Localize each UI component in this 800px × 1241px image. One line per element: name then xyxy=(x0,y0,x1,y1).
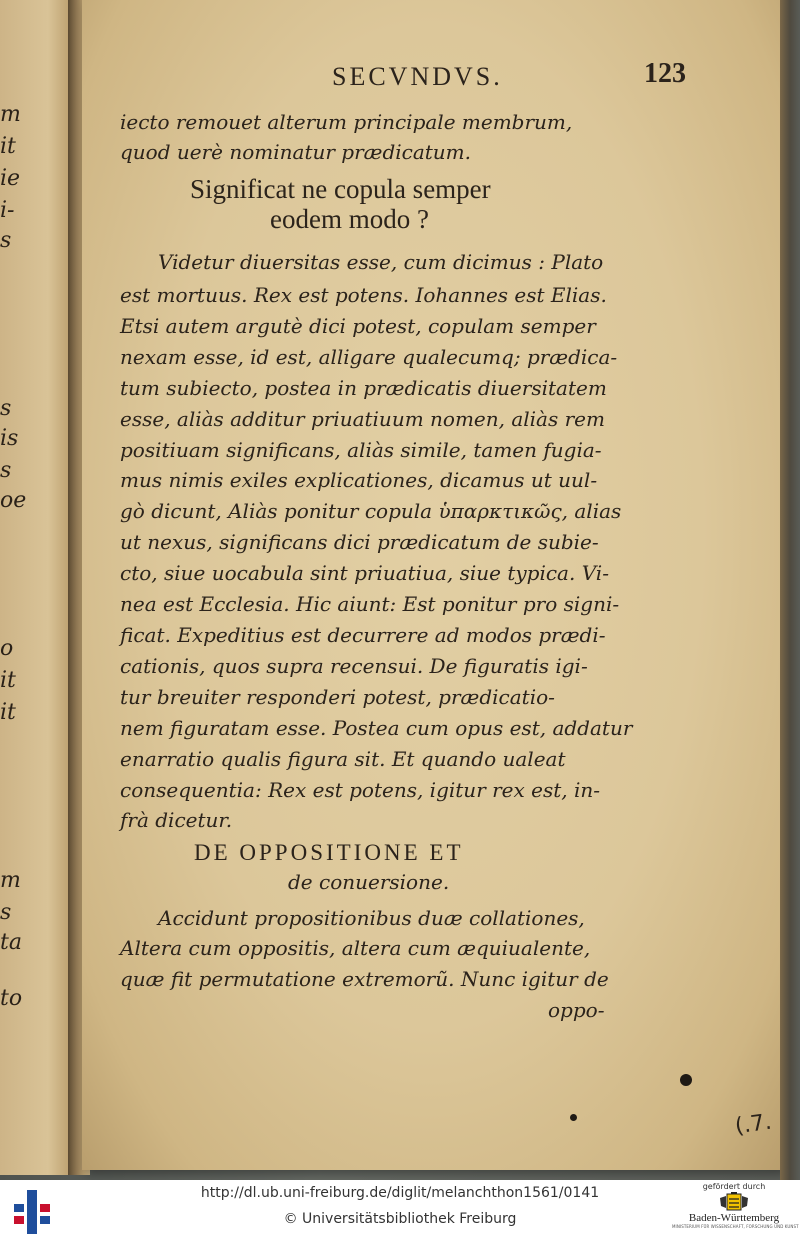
text-line: Etsi autem argutè dici potest, copulam semper xyxy=(120,314,596,338)
margin-fragment: ie xyxy=(0,166,21,191)
sponsor-name: Baden-Württemberg xyxy=(688,1212,780,1224)
page-number: 123 xyxy=(644,58,686,89)
text-line: frà dicetur. xyxy=(120,808,233,832)
sponsor-ministry: MINISTERIUM FÜR WISSENSCHAFT, FORSCHUNG UND KUNST xyxy=(672,1224,799,1229)
margin-fragment: oe xyxy=(0,488,27,513)
permalink-url[interactable]: http://dl.ub.uni-freiburg.de/diglit/melanchthon1561/0141 xyxy=(200,1185,600,1201)
footer-bar xyxy=(0,1180,800,1241)
margin-fragment: s xyxy=(0,900,12,925)
text-line: nem figuratam esse. Postea cum opus est, addatur xyxy=(120,716,633,740)
section-subheading: de conuersione. xyxy=(288,870,450,894)
text-line: quod uerè nominatur prædicatum. xyxy=(120,140,472,164)
book-page xyxy=(82,0,782,1170)
text-line: enarratio qualis figura sit. Et quando ualeat xyxy=(120,747,566,771)
section-heading: eodem modo ? xyxy=(270,204,429,234)
margin-fragment: m xyxy=(0,102,21,127)
text-line: quæ fit permutatione extremorũ. Nunc igitur de xyxy=(120,967,609,991)
ink-spot xyxy=(680,1074,692,1086)
text-line: positiuam significans, aliàs simile, tamen fugia- xyxy=(120,438,602,462)
margin-fragment: it xyxy=(0,700,16,725)
text-line: Accidunt propositionibus duæ collationes, xyxy=(158,906,585,930)
margin-fragment: ta xyxy=(0,930,22,955)
page-edge-shadow xyxy=(780,0,800,1180)
text-line: esse, aliàs additur priuatiuum nomen, aliàs rem xyxy=(120,407,605,431)
text-line: tum subiecto, postea in prædicatis diuersitatem xyxy=(120,376,607,400)
handwritten-shelfmark: (.7. xyxy=(733,1109,774,1140)
catchword: oppo- xyxy=(548,998,605,1022)
margin-fragment: m xyxy=(0,868,21,893)
text-line: ficat. Expeditius est decurrere ad modos prædi- xyxy=(120,623,606,647)
section-heading: Significat ne copula semper xyxy=(190,174,491,204)
text-line: Videtur diuersitas esse, cum dicimus : Plato xyxy=(158,250,604,274)
margin-fragment: o xyxy=(0,636,14,661)
text-line: consequentia: Rex est potens, igitur rex est, in- xyxy=(120,778,601,802)
funded-by-label: gefördert durch xyxy=(702,1182,766,1191)
text-line: Altera cum oppositis, altera cum æquiualente, xyxy=(120,936,591,960)
margin-fragment: s xyxy=(0,458,12,483)
text-line: mus nimis exiles explicationes, dicamus ut uul- xyxy=(120,468,598,492)
text-line: cto, siue uocabula sint priuatiua, siue typica. Vi- xyxy=(120,561,609,585)
margin-fragment: s xyxy=(0,396,12,421)
text-line: iecto remouet alterum principale membrum, xyxy=(120,110,573,134)
copyright-notice: © Universitätsbibliothek Freiburg xyxy=(283,1211,517,1227)
crest-icon xyxy=(717,1192,751,1212)
running-head: SECVNDVS. xyxy=(332,62,503,91)
sponsor-logo xyxy=(672,1182,799,1238)
margin-fragment: to xyxy=(0,986,23,1011)
ink-spot xyxy=(570,1114,577,1121)
text-line: ut nexus, significans dici prædicatum de subie- xyxy=(120,530,599,554)
text-line: tur breuiter responderi potest, prædicatio- xyxy=(120,685,555,709)
margin-fragment: is xyxy=(0,426,19,451)
section-heading: DE OPPOSITIONE ET xyxy=(194,840,464,865)
margin-fragment: it xyxy=(0,668,16,693)
margin-fragment: it xyxy=(0,134,16,159)
margin-fragment: i- xyxy=(0,198,15,223)
text-line: est mortuus. Rex est potens. Iohannes est Elias. xyxy=(120,283,607,307)
margin-fragment: s xyxy=(0,228,12,253)
text-line: cationis, quos supra recensui. De figuratis igi- xyxy=(120,654,588,678)
text-line: gò dicunt, Aliàs ponitur copula ὑπαρκτικῶς, alias xyxy=(120,499,622,523)
text-line: nexam esse, id est, alligare qualecumq; prædica- xyxy=(120,345,618,369)
text-line: nea est Ecclesia. Hic aiunt: Est ponitur pro signi- xyxy=(120,592,620,616)
